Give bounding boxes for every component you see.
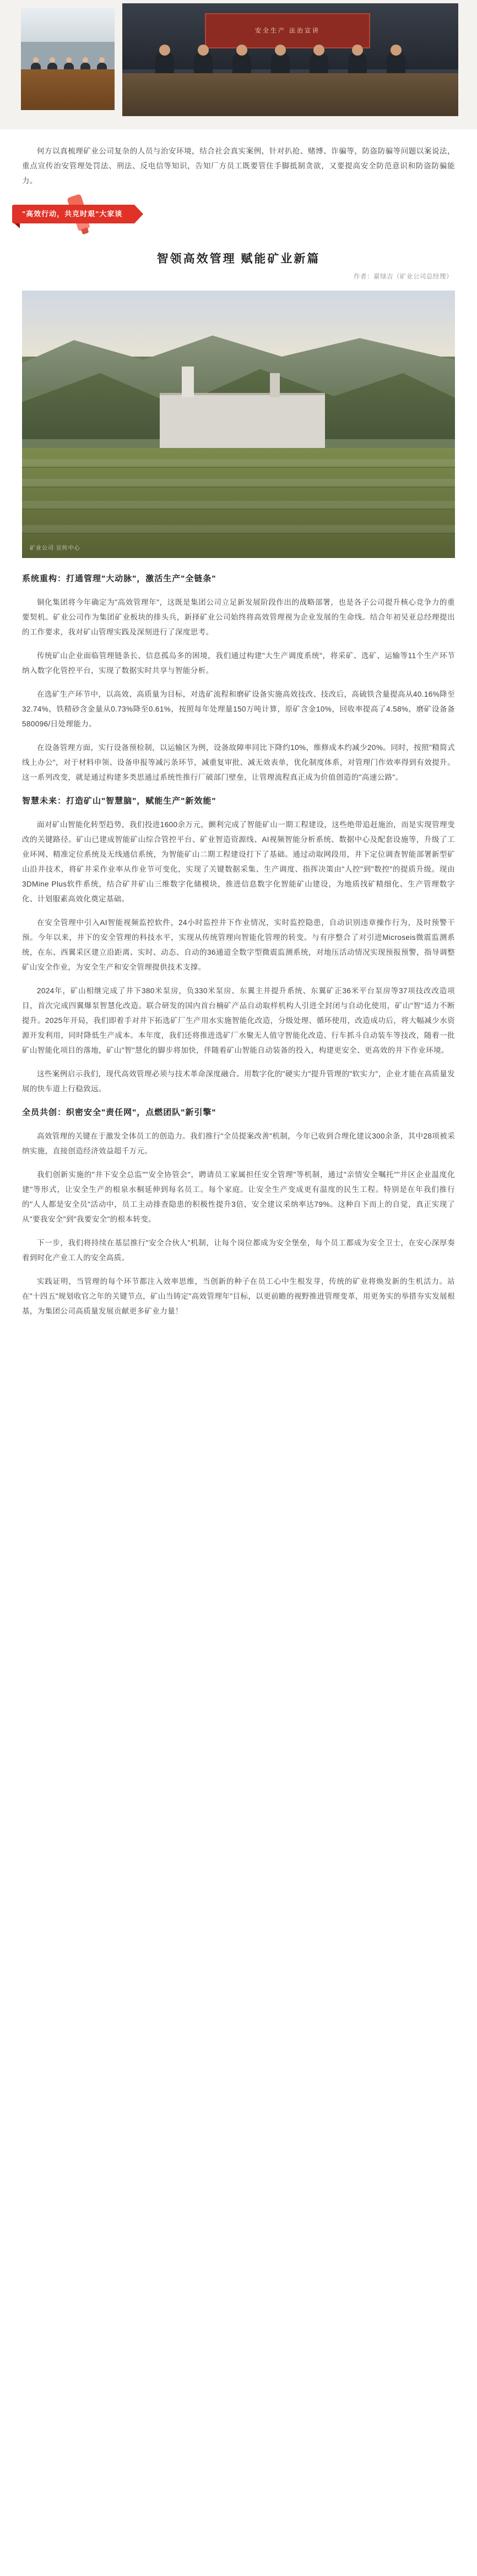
paragraph-10: 下一步，我们将持续在基层推行"安全合伙人"机制，让每个岗位都成为安全堡垒，每个员工都成为安全卫士，在安心深厚奏着到时化产业工人的安全高质。 xyxy=(22,1239,455,1262)
top-photo-band xyxy=(0,0,477,129)
paragraph-2: 在选矿生产环节中，以高效、高质量为目标，对选矿流程和磨矿设备实施高效技改、技改后，高硫铁含量提高从40.16%降至32.74%，铁精砂含金量从0.73%降至0.61%，按照每年处理量150万吨计算，原矿含金10%，回收率提高了4.58%，磨矿设备备580096/日处理能力。 xyxy=(22,690,455,728)
section-heading-1: 系统重构：打通管理"大动脉"，激活生产"全链条" xyxy=(22,574,216,583)
ribbon-shadow xyxy=(14,223,20,228)
photo-banner xyxy=(205,13,370,48)
paragraph-3: 在设备管理方面，实行设备预检制，以运输区为例，设备故障率同比下降约10%，维修成本约减少20%。同时，按照"精简式线上办公"，对于材料申领、设备申报等减污条环节，减重复审批、减无效表单，优化制度体系，对管理门作效率得到有效提升。这一系列改变，就是通过构建多类思通过系统性推行厂破部门壁垒，让管理流程真正成为价值创造的"高速公路"。 xyxy=(22,743,455,781)
paragraph-6: 2024年，矿山相继完成了井下380米泵房，负330米泵房、东翼主井提升系统、东翼矿正36米平台泵房等37项技改改造项目，首次完成四翼爆泵智慧化改造。联合研发的国内首台楠矿产品自动取样机构人引进全封闭与自动化使用，矿山"智"适力不断提升。2025年开局，我们即着手对井下拓选矿厂生产用水实施智能化改造，分级处理、循环使用，改造成功后，将大幅减少水资源开发利用，同时降低生产成本。本年度，我们还将推进选矿厂水聚无人值守智能化改造、行车抓斗自动装车等技改，随着一批矿山智能化项目的落地，矿山"智"慧化的脚步将加快，伴随着矿山智能自动装备的投入，构建更安全、更高效的井下作业环境。 xyxy=(22,987,455,1054)
section-heading-2: 智慧未来：打造矿山"智慧脑"，赋能生产"新效能" xyxy=(22,796,216,806)
paragraph-8: 高效管理的关键在于激发全体员工的创造力。我们推行"全员提案改善"机制，今年已收到合理化建议300余条，其中28项被采纳实施，直接创造经济效益超千万元。 xyxy=(22,1132,455,1155)
ribbon-banner xyxy=(0,197,477,238)
photo-plant-stack xyxy=(270,373,280,397)
photo-desk xyxy=(21,69,115,110)
photo-plant-stack xyxy=(182,367,194,397)
photo-banner-text: 安全生产 法治宣讲 xyxy=(254,28,321,34)
photo-terraced-fields xyxy=(22,448,455,558)
paragraph-11: 实践证明，当管理的每个环节都注入效率思维，当创新的种子在员工心中生根发芽，传统的矿业将焕发新的生机活力。站在"十四五"规划收官之年的关键节点，矿山当铸定"高效管理年"目标，以更前瞻的视野推进管理变革，用更务实的举措夯实发展根基，为集团公司高质量发展贡献更多矿业力量！ xyxy=(22,1277,455,1315)
article-body xyxy=(0,571,477,1319)
meeting-photo-left xyxy=(21,8,115,110)
paragraph-1: 传统矿山企业面临管理链条长、信息孤岛多的困境，我们通过构建"大生产调度系统"，将采矿、选矿、运输等11个生产环节纳入数字化管控平台，实现了数据实时共享与智能分析。 xyxy=(22,652,455,675)
photo-watermark: 矿业公司 宣传中心 xyxy=(30,545,80,551)
paragraph-0: 铜化集团将今年确定为"高效管理年"，这既是集团公司立足新发展阶段作出的战略部署，也是各子公司提升核心竞争力的重要契机。矿业公司作为集团矿业板块的排头兵，新择矿业公司始终将高效管理视为企业发展的生命线。结合年初吴亚总经理提出的工作要求，我对矿山管理实践及深刻进行了深度思考。 xyxy=(22,598,455,636)
intro-paragraph: 何方以真梳理矿业公司复杂的人员与治安环境，结合社会真实案例，针对扒抢、赌博、诈骗等，防盗防骗等问题以案说法，重点宣传治安管理处罚法、刑法、反电信等知识，告知厂方员工既要管住手脚抵制贪欲，又要提高安全防范意识和防盗防骗能力。 xyxy=(22,147,455,185)
paragraph-5: 在安全管理中引入AI智能视频监控软件，24小时监控井下作业情况，实时监控隐患，自动识别违章操作行为，及时预警干预。今年以来，井下的安全管理的科技水平，实现从传统管理向智能化管理的转变。与有序整合了对引进Microseis微震监测系统，在东、西翼采区建立沿距离、实时、动态、自动的36通道全数字型微震监测系统，对地压活动情况实现预报预警，指导调整矿山安全作业，为安全生产和安全管理提供技术支撑。 xyxy=(22,918,455,971)
meeting-photo-right xyxy=(122,3,458,116)
section-heading-3: 全员共创：织密安全"责任网"，点燃团队"新引擎" xyxy=(22,1108,216,1117)
article-title: 智领高效管理 赋能矿业新篇 xyxy=(156,253,321,265)
photo-ceiling xyxy=(21,8,115,42)
ribbon-label: "高效行动，共克时艰"大家谈 xyxy=(12,205,134,223)
paragraph-9: 我们创新实施的"井下安全总监""安全协管会"，聘请员工家属担任安全管理"等机制，通过"亲情安全嘱托""井区企业温度化建"等形式，让安全生产的根泉水桐延伸到每名员工。每个家庭。让安全生产变成更有温度的民生工程。特别是在年我们推行的"人人都是安全员"活动中，员工主动排查隐患的积极性提升3倍，安全建议采纳率达79%。这种自下而上的自觉，真正实现了从"要我安全"到"我要安全"的根本转变。 xyxy=(22,1171,455,1223)
article-byline: 作者：翟绿吉（矿业公司总经理） xyxy=(354,274,453,280)
paragraph-4: 面对矿山智能化转型趋势，我们投进1600余万元，颤利完成了智能矿山一期工程建设，这些绝带追赶施治，而是实现管理变改的关键路径。矿山已建成智能矿山综合管控平台、矿业智造资源线、AI视频智能分析系统、数据中心及配套设施等，升级了工业环网、精准定位系统及无线通信系统，为智能矿山二期工程建设打下了基础。通过动取网段用，井下定位调查智能部署新型矿山沿井技术，将矿井采作业率从作业节可变化，实现了关键数据采集、生产调度、指挥决策由"人控"到"数控"的提质升级。现由3DMine Plus软件系统，结合矿井矿山三维数字化储模块，推进信息数字化智能矿山建设，为地质找矿精细化、生产管理数字化、计划服素高效化奠定基础。 xyxy=(22,821,455,903)
hero-landscape-photo xyxy=(22,291,455,558)
intro-text-block xyxy=(0,144,477,188)
paragraph-7: 这些案例启示我们，现代高效管理必须与技术革命深度融合。用数字化的"硬实力"提升管理的"软实力"，企业才能在高质量发展的快车道上行稳致远。 xyxy=(22,1070,455,1093)
photo-table xyxy=(122,73,458,116)
